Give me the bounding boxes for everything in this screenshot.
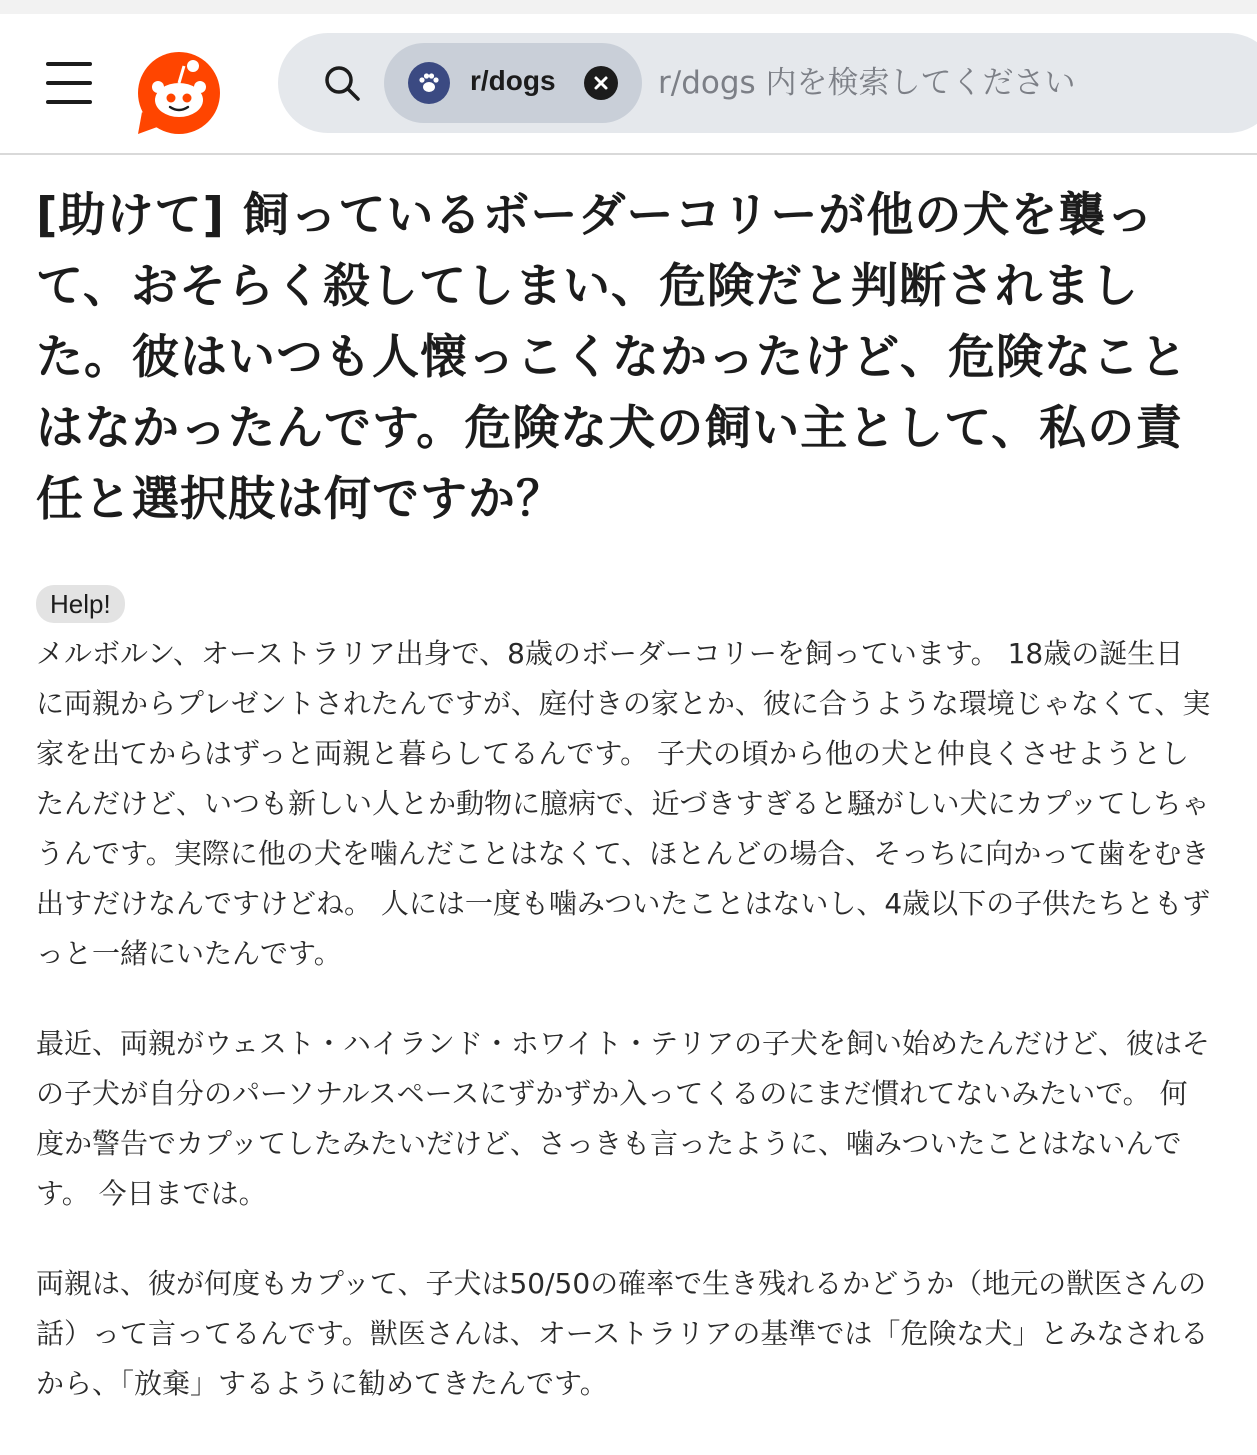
hamburger-menu-icon[interactable] [46, 62, 92, 104]
search-icon[interactable] [322, 63, 362, 103]
top-bar [0, 0, 1257, 155]
post-title: [助けて] 飼っているボーダーコリーが他の犬を襲って、おそらく殺してしまい、危険だと判断されました。彼はいつも人懐っこくなかったけど、危険なことはなかったんです。危険な犬の飼い主として、私の責任と選択肢は何ですか？ [36, 188, 1188, 527]
post-flair[interactable]: Help! [36, 585, 125, 623]
search-bar[interactable] [278, 33, 1257, 133]
post-content [36, 180, 1211, 1449]
reddit-logo-icon[interactable] [136, 50, 222, 136]
subreddit-filter-chip[interactable] [384, 43, 642, 123]
post-body [36, 629, 1211, 1409]
close-icon[interactable] [584, 66, 618, 100]
post-paragraph: メルボルン、オーストラリア出身で、8歳のボーダーコリーを飼っています。 18歳の誕生日に両親からプレゼントされたんですが、庭付きの家とか、彼に合うような環境じゃなくて、実家を出てからはずっと両親と暮らしてるんです。 子犬の頃から他の犬と仲良くさせようとしたんだけど、いつも新しい人とか動物に臆病で、近づきすぎると騒がしい犬にカプッてしちゃうんです。実際に他の犬を噛んだことはなくて、ほとんどの場合、そっちに向かって歯をむき出すだけなんですけどね。 人には一度も噛みついたことはないし、4歳以下の子供たちともずっと一緒にいたんです。 [36, 637, 1211, 970]
post-paragraph: 最近、両親がウェスト・ハイランド・ホワイト・テリアの子犬を飼い始めたんだけど、彼はその子犬が自分のパーソナルスペースにずかずか入ってくるのにまだ慣れてないみたいで。 何度か警告でカプッてしたみたいだけど、さっきも言ったように、噛みついたことはないんです。 今日までは。 [36, 1027, 1211, 1210]
chip-label: r/dogs [470, 65, 556, 96]
search-input[interactable] [658, 58, 1218, 108]
paw-icon [408, 62, 450, 104]
post-paragraph: 両親は、彼が何度もカプッて、子犬は50/50の確率で生き残れるかどうか（地元の獣医さんの話）って言ってるんです。獣医さんは、オーストラリアの基準では「危険な犬」とみなされるから、「放棄」するように勧めてきたんです。 [36, 1267, 1209, 1400]
